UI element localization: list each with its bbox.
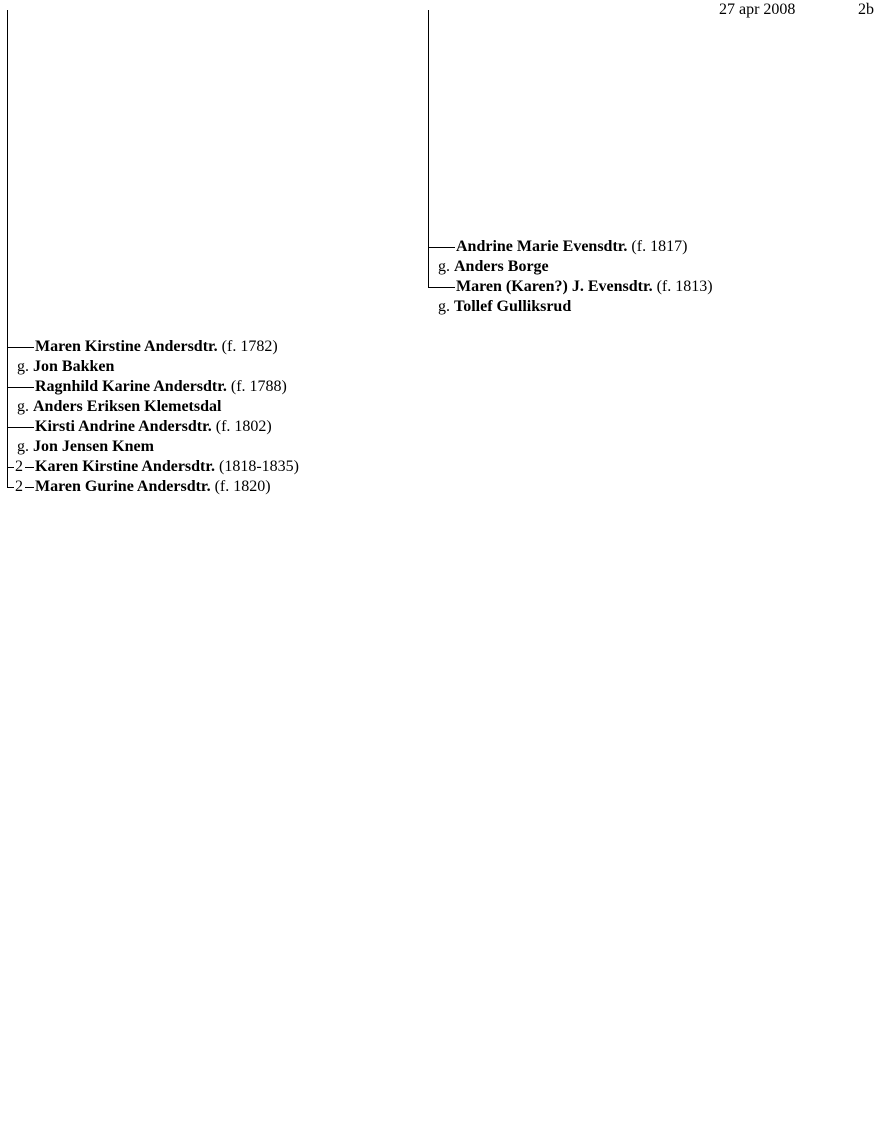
page-date: 27 apr 2008 [719,1,796,18]
spouse-name: Anders Eriksen Klemetsdal [33,398,222,415]
person-name: Maren Gurine Andersdtr. [35,478,211,495]
spouse-prefix: g. [17,398,29,415]
person-name: Maren (Karen?) J. Evensdtr. [456,278,653,295]
spouse-prefix: g. [438,298,450,315]
left-branch-connector [7,347,34,348]
person-dates: (f. 1813) [656,278,713,295]
person-name: Maren Kirstine Andersdtr. [35,338,218,355]
spouse-entry [438,297,571,317]
person-entry [35,457,299,477]
spouse-entry [17,437,154,457]
spouse-entry [17,397,221,417]
spouse-prefix: g. [438,258,450,275]
right-branch-connector [428,247,455,248]
person-dates: (f. 1802) [215,418,272,435]
left-branch-connector [25,467,34,468]
person-entry [35,337,278,357]
marriage-number: 2 [15,458,23,475]
spouse-entry [438,257,549,277]
spouse-name: Anders Borge [454,258,549,275]
left-branch-connector [7,487,14,488]
left-branch-trunk [7,10,8,488]
left-branch-connector [7,387,34,388]
spouse-entry [17,357,114,377]
spouse-prefix: g. [17,358,29,375]
person-entry [35,417,272,437]
person-name: Ragnhild Karine Andersdtr. [35,378,227,395]
spouse-prefix: g. [17,438,29,455]
person-dates: (1818-1835) [219,458,299,475]
spouse-name: Jon Bakken [33,358,115,375]
person-entry [456,237,687,257]
spouse-name: Tollef Gulliksrud [454,298,572,315]
person-dates: (f. 1788) [230,378,287,395]
person-entry [35,477,271,497]
person-name: Kirsti Andrine Andersdtr. [35,418,212,435]
marriage-number: 2 [15,478,23,495]
spouse-name: Jon Jensen Knem [33,438,154,455]
person-entry [456,277,713,297]
person-dates: (f. 1817) [631,238,688,255]
person-name: Karen Kirstine Andersdtr. [35,458,216,475]
person-name: Andrine Marie Evensdtr. [456,238,628,255]
person-entry [35,377,287,397]
person-dates: (f. 1820) [214,478,271,495]
left-branch-connector [7,427,34,428]
right-branch-connector [428,287,455,288]
page-number: 2b [858,1,874,18]
person-dates: (f. 1782) [221,338,278,355]
left-branch-connector [25,487,34,488]
left-branch-connector [7,467,14,468]
